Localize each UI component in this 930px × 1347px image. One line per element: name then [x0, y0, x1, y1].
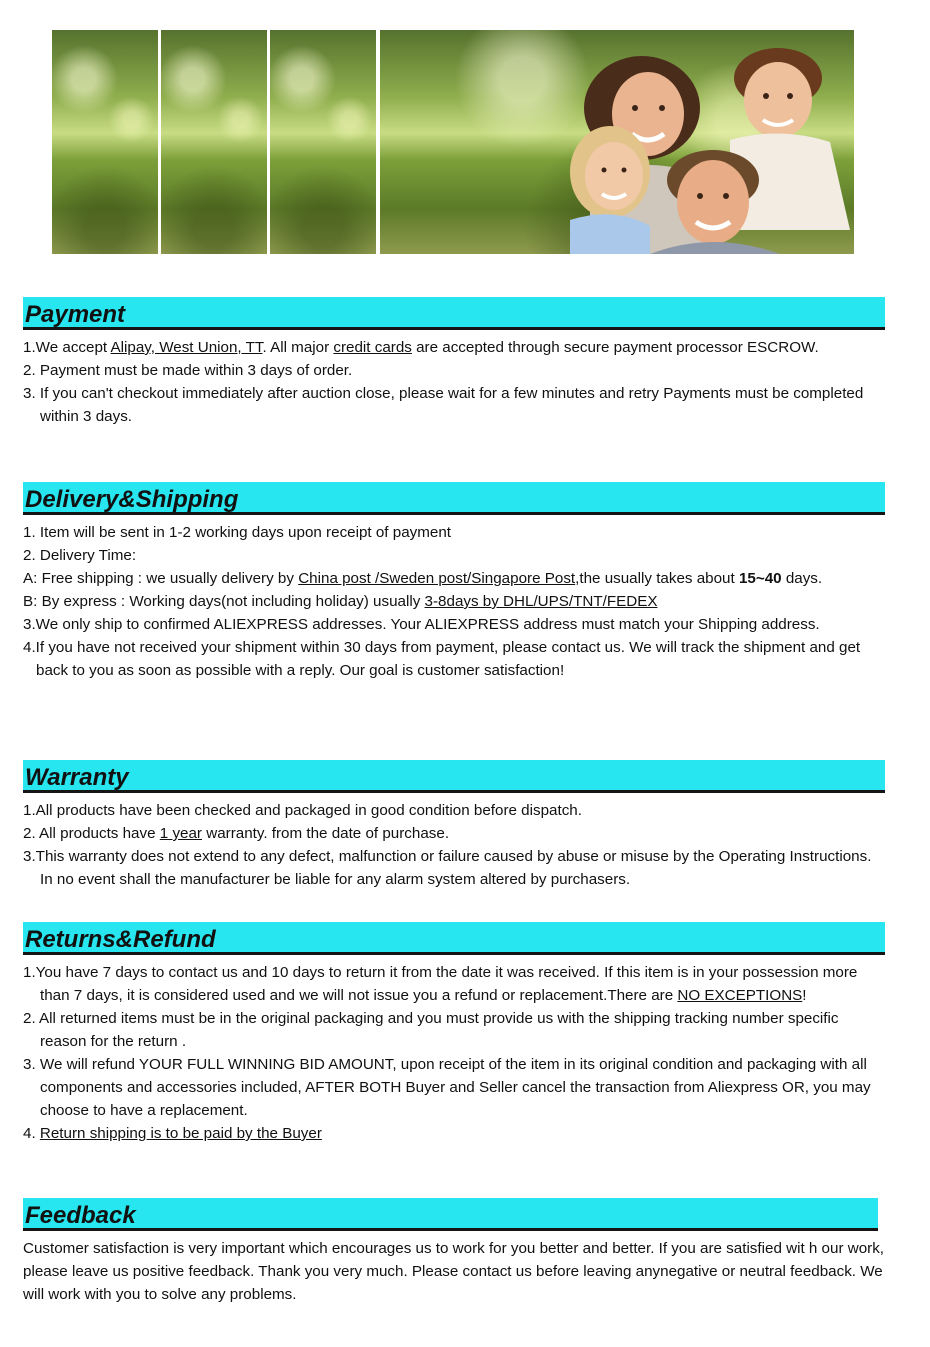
feedback-title: Feedback [25, 1202, 136, 1229]
payment-list [23, 336, 885, 428]
feedback-heading-bar [23, 1198, 878, 1231]
list-item: 3. We will refund YOUR FULL WINNING BID AMOUNT, upon receipt of the item in its original condition and packaging with all components and accessories included, AFTER BOTH Buyer and Seller cancel the transaction from Aliexpress OR, you may choose to have a replacement. [23, 1056, 871, 1119]
payment-heading-bar [23, 297, 885, 330]
delivery-section [23, 482, 885, 682]
grass-panel-3 [270, 30, 376, 254]
post-carriers-link[interactable]: China post /Sweden post/Singapore Post [298, 570, 576, 587]
credit-cards-link[interactable]: credit cards [333, 339, 412, 356]
list-item: 2. All returned items must be in the original packaging and you must provide us with the shipping tracking number specific reason for the return . [23, 1010, 839, 1050]
delivery-title: Delivery&Shipping [25, 486, 239, 513]
list-item: 1. Item will be sent in 1-2 working days upon receipt of payment [23, 524, 452, 541]
grass-panel-1 [52, 30, 158, 254]
returns-list [23, 961, 885, 1145]
returns-section [23, 922, 885, 1145]
feedback-section [23, 1198, 885, 1306]
banner [52, 30, 854, 254]
list-item: 2. Payment must be made within 3 days of order. [23, 362, 353, 379]
grass-panel-2 [161, 30, 267, 254]
list-item: 1.We accept Alipay, West Union, TT. All major credit cards are accepted through secure payment processor ESCROW. [23, 339, 819, 356]
warranty-section [23, 760, 885, 891]
warranty-heading-bar [23, 760, 885, 793]
payment-section [23, 297, 885, 428]
feedback-text: Customer satisfaction is very important which encourages us to work for you better and better. If you are satisfied wit h our work, please leave us positive feedback. Thank you very much. Please contact us before leaving anynegative or neutral feedback. We will work with you to solve any problems. [23, 1240, 885, 1303]
list-item: 2. All products have 1 year warranty. from the date of purchase. [23, 825, 450, 842]
returns-title: Returns&Refund [25, 926, 216, 953]
list-item: 1.All products have been checked and packaged in good condition before dispatch. [23, 802, 582, 819]
no-exceptions-link[interactable]: NO EXCEPTIONS [677, 987, 803, 1004]
payment-title: Payment [25, 301, 126, 328]
list-item: 3.This warranty does not extend to any defect, malfunction or failure caused by abuse or misuse by the Operating Instructions. In no event shall the manufacturer be liable for any alarm system altered by purchasers. [23, 848, 872, 888]
list-item: 3. If you can't checkout immediately after auction close, please wait for a few minutes and retry Payments must be completed within 3 days. [23, 385, 864, 425]
express-carriers-link[interactable]: 3-8days by DHL/UPS/TNT/FEDEX [424, 593, 658, 610]
warranty-list [23, 799, 885, 891]
delivery-heading-bar [23, 482, 885, 515]
list-item: 3.We only ship to confirmed ALIEXPRESS addresses. Your ALIEXPRESS address must match your Shipping address. [23, 616, 820, 633]
family-portrait-photo [380, 30, 854, 254]
list-item: 4.If you have not received your shipment within 30 days from payment, please contact us. We will track the shipment and get back to you as soon as possible with a reply. Our goal is customer satisfaction! [23, 639, 861, 679]
returns-heading-bar [23, 922, 885, 955]
return-shipping-link[interactable]: Return shipping is to be paid by the Buyer [39, 1125, 322, 1142]
payment-methods-link[interactable]: Alipay, West Union, TT [110, 339, 263, 356]
list-item: 4. Return shipping is to be paid by the Buyer [23, 1125, 322, 1142]
list-item: 1.You have 7 days to contact us and 10 days to return it from the date it was received. If this item is in your possession more than 7 days, it is considered used and we will not issue you a refund or replacement.There are NO EXCEPTIONS! [23, 964, 858, 1004]
list-item: 2. Delivery Time: [23, 547, 137, 564]
list-item: B: By express : Working days(not including holiday) usually 3-8days by DHL/UPS/TNT/FEDEX [23, 593, 658, 610]
list-item: A: Free shipping : we usually delivery by China post /Sweden post/Singapore Post,the usually takes about 15~40 days. [23, 570, 823, 587]
warranty-period-link[interactable]: 1 year [159, 825, 202, 842]
warranty-title: Warranty [25, 764, 129, 791]
delivery-list [23, 521, 885, 682]
